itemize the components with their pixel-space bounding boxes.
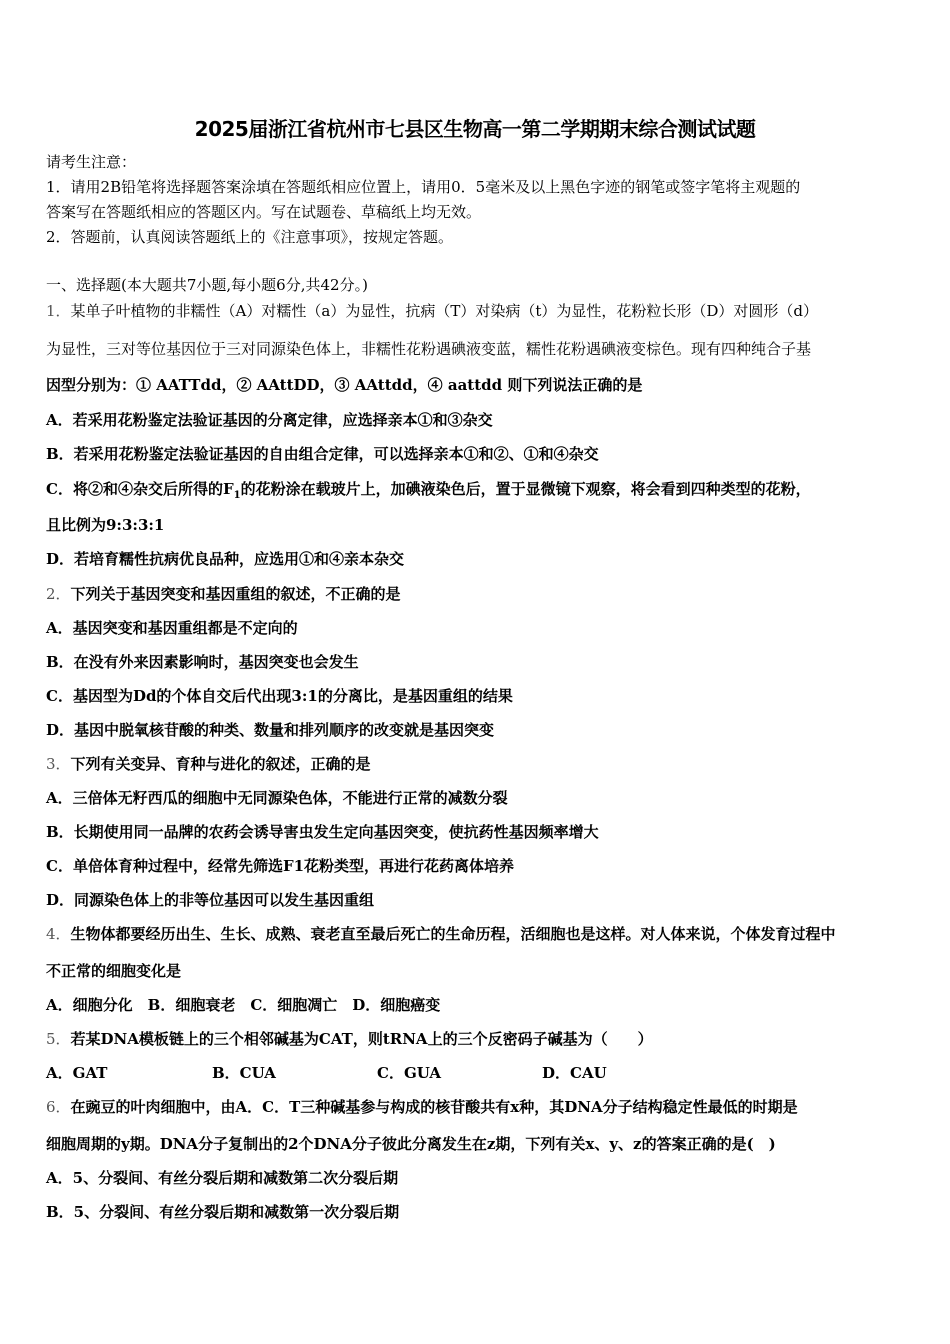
- q5-stem: 5．若某DNA模板链上的三个相邻碱基为CAT，则tRNA上的三个反密码子碱基为（ ）: [46, 1030, 653, 1048]
- q5-option-c: C．GUA: [377, 1064, 442, 1082]
- q2-number: 2．: [46, 585, 71, 603]
- q6-option-b: B．5、分裂间、有丝分裂后期和减数第一次分裂后期: [46, 1203, 400, 1221]
- q5-option-b: B．CUA: [212, 1064, 276, 1082]
- q3-option-b: B．长期使用同一品牌的农药会诱导害虫发生定向基因突变，使抗药性基因频率增大: [46, 823, 599, 841]
- q5-number: 5．: [46, 1030, 71, 1048]
- q5-option-d: D．CAU: [542, 1064, 607, 1082]
- q2-option-b: B．在没有外来因素影响时，基因突变也会发生: [46, 653, 359, 671]
- q3-stem: 3．下列有关变异、育种与进化的叙述，正确的是: [46, 755, 371, 773]
- notice-line-1: 1．请用2B铅笔将选择题答案涂填在答题纸相应位置上，请用0．5毫米及以上黑色字迹的钢笔或签字笔将主观题的: [46, 178, 801, 196]
- q4-stem-line-2: 不正常的细胞变化是: [46, 962, 182, 980]
- q6-option-a: A．5、分裂间、有丝分裂后期和减数第二次分裂后期: [46, 1169, 399, 1187]
- q4-options: A．细胞分化 B．细胞衰老 C．细胞凋亡 D．细胞癌变: [46, 996, 441, 1014]
- q1-option-d: D．若培育糯性抗病优良品种，应选用①和④亲本杂交: [46, 550, 405, 568]
- q1-option-c-line-2: 且比例为9:3:3:1: [46, 516, 165, 534]
- q6-stem-line-1: 6．在豌豆的叶肉细胞中，由A．C．T三种碱基参与构成的核苷酸共有x种，其DNA分子结构稳定性最低的时期是: [46, 1098, 798, 1116]
- q3-option-d: D．同源染色体上的非等位基因可以发生基因重组: [46, 891, 375, 909]
- notice-heading: 请考生注意：: [46, 153, 137, 171]
- q2-stem: 2．下列关于基因突变和基因重组的叙述，不正确的是: [46, 585, 401, 603]
- notice-line-3: 2．答题前，认真阅读答题纸上的《注意事项》，按规定答题。: [46, 228, 454, 246]
- q5-option-a: A．GAT: [46, 1064, 108, 1082]
- q2-option-d: D．基因中脱氧核苷酸的种类、数量和排列顺序的改变就是基因突变: [46, 721, 495, 739]
- q1-stem-line-1: 1．某单子叶植物的非糯性（A）对糯性（a）为显性，抗病（T）对染病（t）为显性，花粉粒长形（D）对圆形（d）: [46, 302, 818, 320]
- page-title: 2025届浙江省杭州市七县区生物高一第二学期期末综合测试试题: [194, 117, 756, 141]
- q2-option-c: C．基因型为Dd的个体自交后代出现3:1的分离比，是基因重组的结果: [46, 687, 513, 705]
- q4-stem-line-1: 4．生物体都要经历出生、生长、成熟、衰老直至最后死亡的生命历程，活细胞也是这样。对人体来说，个体发育过程中: [46, 925, 836, 943]
- q6-number: 6．: [46, 1098, 71, 1116]
- q1-option-c-line-1: C．将②和④杂交后所得的$F_1$的花粉涂在载玻片上，加碘液染色后，置于显微镜下观察，将会看到四种类型的花粉，: [46, 480, 811, 501]
- q6-stem-line-2: 细胞周期的y期。DNA分子复制出的2个DNA分子彼此分离发生在z期，下列有关x、y、z的答案正确的是( ): [46, 1135, 776, 1153]
- q3-option-c: C．单倍体育种过程中，经常先筛选F1花粉类型，再进行花药离体培养: [46, 857, 515, 875]
- notice-line-2: 答案写在答题纸相应的答题区内。写在试题卷、草稿纸上均无效。: [46, 203, 482, 221]
- q1-option-a: A．若采用花粉鉴定法验证基因的分离定律，应选择亲本①和③杂交: [46, 411, 493, 429]
- q3-option-a: A．三倍体无籽西瓜的细胞中无同源染色体，不能进行正常的减数分裂: [46, 789, 508, 807]
- q1-number: 1．: [46, 302, 71, 320]
- section-heading: 一、选择题(本大题共7小题,每小题6分,共42分。): [46, 276, 368, 294]
- q1-stem-line-2: 为显性，三对等位基因位于三对同源染色体上，非糯性花粉遇碘液变蓝，糯性花粉遇碘液变棕色。现有四种纯合子基: [46, 340, 812, 358]
- q2-option-a: A．基因突变和基因重组都是不定向的: [46, 619, 298, 637]
- q3-number: 3．: [46, 755, 71, 773]
- q1-stem-line-3: 因型分别为：① AATTdd，② AAttDD，③ AAttdd，④ aattdd 则下列说法正确的是: [46, 376, 643, 394]
- q1-option-b: B．若采用花粉鉴定法验证基因的自由组合定律，可以选择亲本①和②、①和④杂交: [46, 445, 599, 463]
- q4-number: 4．: [46, 925, 71, 943]
